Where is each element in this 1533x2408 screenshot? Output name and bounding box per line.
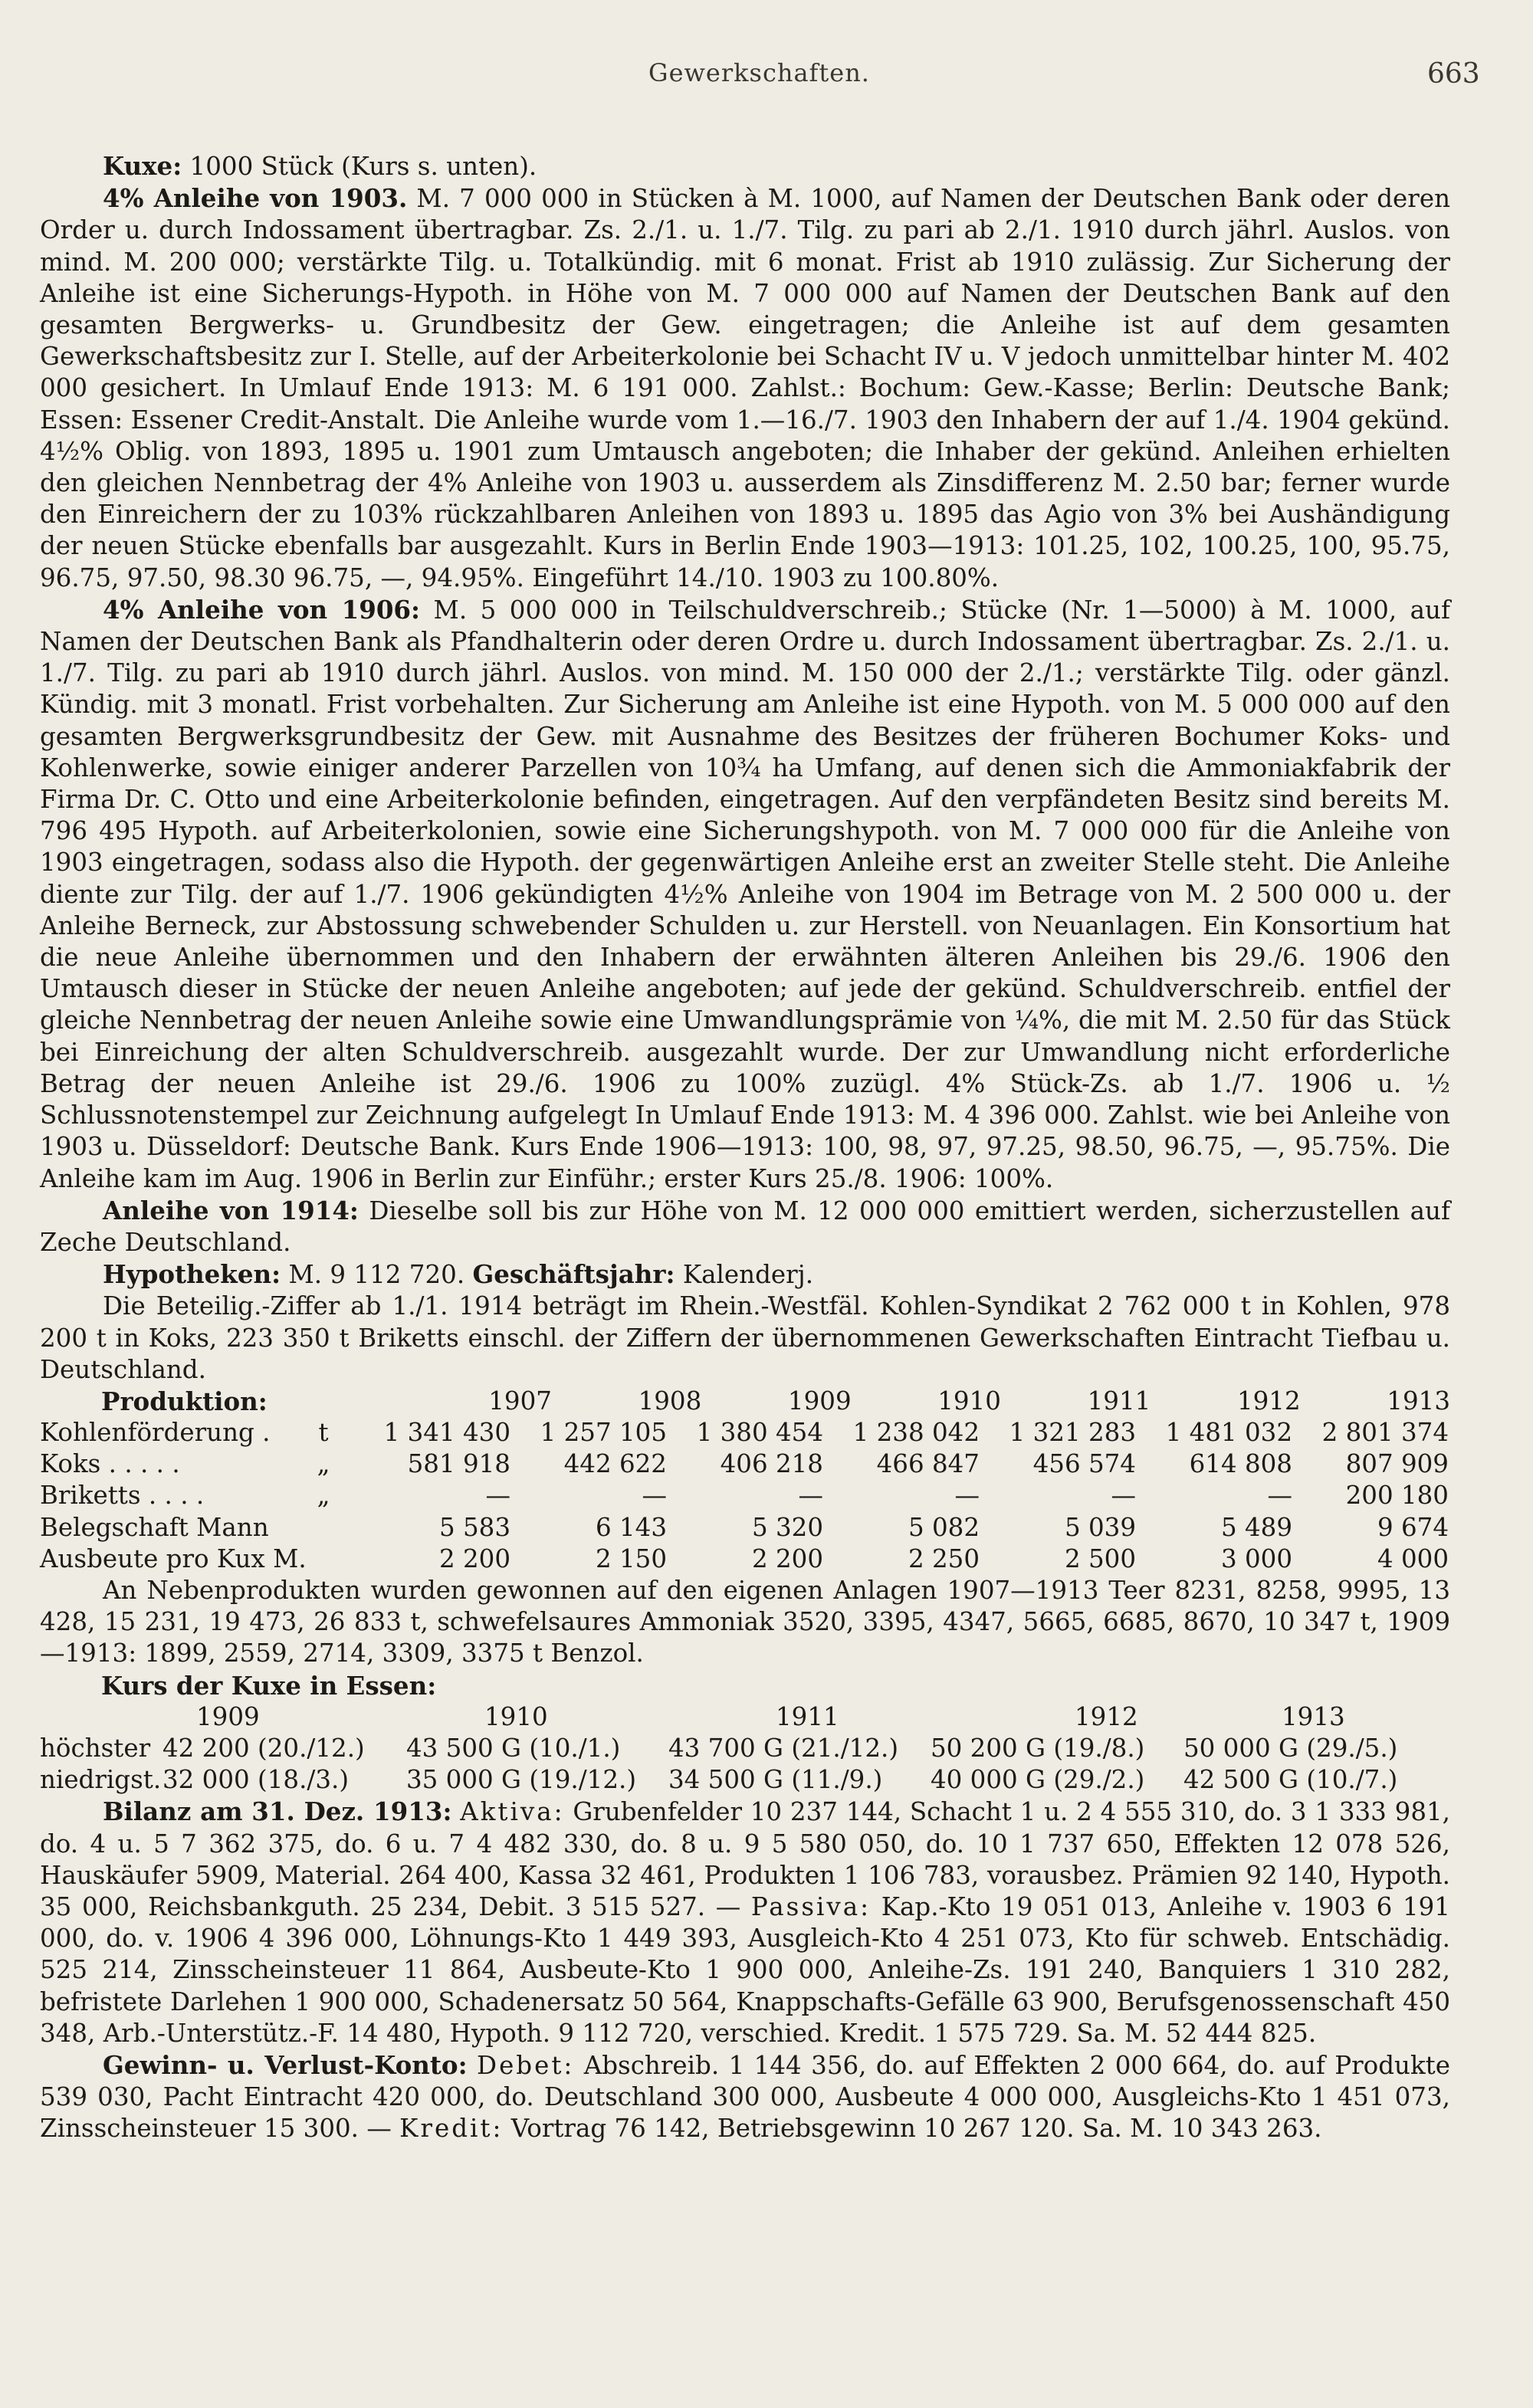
cell: 1 341 430 <box>383 1418 510 1448</box>
hypotheken-paragraph <box>40 1258 1450 1291</box>
gewinn-label: Gewinn- u. Verlust-Konto: <box>103 2050 468 2081</box>
passiva-text: Kap.-Kto 19 051 013, Anleihe v. 1903 6 191 000, do. v. 1906 4 396 000, Löhnungs-Kto 1 449 393, Ausgleich-Kto 4 251 073, Kto für schweb. Entschädig. 525 214, Zinsscheinsteuer 11 864, Ausbeute-Kto 1 900 000, Anleihe-Zs. 191 240, Banquiers 1 310 282, befristete Darlehen 1 900 000, Schadenersatz 50 564, Knappschafts-Gefälle 63 900, Berufsgenossenschaft 450 348, Arb.-Unterstütz.-F. 14 480, Hypoth. 9 112 720, verschied. Kredit. 1 575 729. Sa. M. 52 444 825. <box>40 1892 1450 2048</box>
cell: 50 200 G (19./8.) <box>931 1734 1145 1763</box>
produktion-year: 1912 <box>1236 1386 1301 1416</box>
row-unit: t <box>318 1418 329 1448</box>
cell: 34 500 G (11./9.) <box>668 1765 883 1795</box>
cell: 2 801 374 <box>1321 1418 1449 1448</box>
anleihe-1914-text: Dieselbe soll bis zur Höhe von M. 12 000 000 emittiert werden, sicherzustellen auf Zeche Deutschland. <box>40 1196 1450 1257</box>
produktion-year: 1911 <box>1087 1386 1151 1416</box>
cell: 5 039 <box>1064 1512 1136 1542</box>
cell: 2 150 <box>595 1544 667 1573</box>
cell: 9 674 <box>1377 1512 1449 1542</box>
cell: 2 500 <box>1064 1544 1136 1573</box>
geschaeftsjahr-text: Kalenderj. <box>675 1260 814 1290</box>
kurs-kuxe-year-row <box>40 1701 1450 1733</box>
produktion-label: Produktion: <box>101 1386 268 1416</box>
produktion-year: 1909 <box>787 1386 852 1416</box>
kurs-year: 1913 <box>1282 1701 1345 1731</box>
running-head: Gewerkschaften. <box>648 58 870 87</box>
kredit-label: Kredit: <box>399 2114 504 2144</box>
row-label: höchster <box>40 1734 151 1763</box>
produktion-row <box>40 1480 1450 1511</box>
anleihe-1914-label: Anleihe von 1914: <box>103 1195 359 1225</box>
cell: 40 000 G (29./2.) <box>931 1765 1145 1795</box>
kredit-text: Vortrag 76 142, Betriebsgewinn 10 267 120. Sa. M. 10 343 263. <box>503 2114 1322 2144</box>
cell: 807 909 <box>1345 1449 1449 1479</box>
anleihe-1906-label: 4% Anleihe von 1906: <box>103 594 421 625</box>
cell: 466 847 <box>876 1449 980 1479</box>
cell: 50 000 G (29./5.) <box>1183 1734 1398 1763</box>
cell: 581 918 <box>407 1449 510 1479</box>
cell: 5 320 <box>751 1512 823 1542</box>
cell: 1 380 454 <box>696 1418 823 1448</box>
produktion-table <box>40 1386 1450 1575</box>
cell: 5 489 <box>1220 1512 1292 1542</box>
cell: — <box>954 1481 980 1511</box>
gewinn-paragraph <box>40 2049 1450 2145</box>
kurs-kuxe-row <box>40 1733 1450 1764</box>
cell: 5 082 <box>908 1512 980 1542</box>
row-unit <box>293 1544 354 1575</box>
cell: 43 500 G (10./1.) <box>406 1734 621 1763</box>
hypotheken-text: M. 9 112 720. <box>281 1260 473 1290</box>
row-unit: „ <box>317 1481 330 1511</box>
cell: 442 622 <box>563 1449 667 1479</box>
kurs-kuxe-label: Kurs der Kuxe in Essen: <box>101 1670 437 1701</box>
cell: — <box>1111 1481 1136 1511</box>
cell: — <box>1267 1481 1292 1511</box>
cell: 456 574 <box>1032 1449 1136 1479</box>
row-unit <box>293 1512 354 1544</box>
cell: 43 700 G (21./12.) <box>668 1734 899 1763</box>
kuxe-label: Kuxe: <box>103 151 182 181</box>
cell: 35 000 G (19./12.) <box>406 1765 637 1795</box>
produktion-year: 1913 <box>1387 1386 1450 1416</box>
beteiligung-paragraph: Die Beteilig.-Ziffer ab 1./1. 1914 beträgt im Rhein.-Westfäl. Kohlen-Syndikat 2 762 000 t in Kohlen, 978 200 t in Koks, 223 350 t Briketts einschl. der Ziffern der übernommenen Gewerkschaften Eintracht Tiefbau u. Deutschland. <box>40 1291 1450 1384</box>
produktion-row <box>40 1448 1450 1480</box>
cell: 42 500 G (10./7.) <box>1183 1765 1398 1795</box>
bilanz-label: Bilanz am 31. Dez. 1913: <box>103 1796 452 1827</box>
kurs-kuxe-row <box>40 1764 1450 1796</box>
cell: 614 808 <box>1189 1449 1292 1479</box>
cell: 1 481 032 <box>1165 1418 1292 1448</box>
cell: 2 200 <box>438 1544 510 1573</box>
cell: 1 257 105 <box>540 1418 667 1448</box>
aktiva-text: Grubenfelder 10 237 144, Schacht 1 u. 2 4 555 310, do. 3 1 333 981, do. 4 u. 5 7 362 375, do. 6 u. 7 4 482 330, do. 8 u. 9 5 580 050, do. 10 1 737 650, Effekten 12 078 526, Hauskäufer 5909, Material. 264 400, Kassa 32 461, Produkten 1 106 783, vorausbez. Prämien 92 140, Hypoth. 35 000, Reichsbankguth. 25 234, Debit. 3 515 527. — <box>40 1797 1451 1922</box>
anleihe-1914-paragraph <box>40 1195 1450 1258</box>
nebenprodukte-paragraph: An Nebenprodukten wurden gewonnen auf den eigenen Anlagen 1907—1913 Teer 8231, 8258, 9995, 13 428, 15 231, 19 473, 26 833 t, schwefelsaures Ammoniak 3520, 3395, 4347, 5665, 6685, 8670, 10 347 t, 1909—1913: 1899, 2559, 2714, 3309, 3375 t Benzol. <box>40 1576 1450 1668</box>
kurs-year: 1909 <box>196 1701 260 1731</box>
cell: 406 218 <box>720 1449 823 1479</box>
cell: 32 000 (18./3.) <box>162 1765 350 1795</box>
cell: 42 200 (20./12.) <box>162 1734 365 1763</box>
cell: 1 238 042 <box>852 1418 980 1448</box>
anleihe-1903-label: 4% Anleihe von 1903. <box>103 183 408 214</box>
produktion-year: 1907 <box>488 1386 552 1416</box>
row-label: Briketts . . . . <box>40 1481 205 1511</box>
row-label: Ausbeute pro Kux M. <box>40 1544 307 1573</box>
cell: 6 143 <box>595 1512 667 1542</box>
row-label: Belegschaft Mann <box>40 1512 269 1542</box>
cell: 5 583 <box>438 1512 510 1542</box>
spacer <box>40 1701 162 1733</box>
cell: 4 000 <box>1377 1544 1449 1573</box>
cell: 2 200 <box>751 1544 823 1573</box>
row-unit: „ <box>317 1449 330 1479</box>
cell: 1 321 283 <box>1009 1418 1136 1448</box>
passiva-label: Passiva: <box>750 1892 872 1922</box>
row-label: Koks . . . . . <box>40 1449 180 1479</box>
aktiva-label: Aktiva: <box>460 1797 565 1827</box>
cell: 200 180 <box>1345 1481 1449 1511</box>
row-label: niedrigst. <box>40 1765 162 1795</box>
kurs-kuxe-table <box>40 1670 1450 1796</box>
article-body <box>40 150 1450 2145</box>
produktion-year: 1908 <box>638 1386 702 1416</box>
debet-text: Abschreib. 1 144 356, do. auf Effekten 2 000 664, do. auf Produkte 539 030, Pacht Eintracht 420 000, do. Deutschland 300 000, Ausbeute 4 000 000, Ausgleichs-Kto 1 451 073, Zinsscheinsteuer 15 300. — <box>40 2051 1450 2144</box>
kurs-kuxe-title-row <box>40 1670 1450 1701</box>
anleihe-1903-paragraph <box>40 182 1450 594</box>
produktion-row <box>40 1417 1450 1448</box>
hypotheken-label: Hypotheken: <box>103 1259 281 1290</box>
produktion-year: 1910 <box>937 1386 1001 1416</box>
kuxe-paragraph <box>40 150 1450 182</box>
kurs-year: 1911 <box>776 1701 839 1731</box>
page-number: 663 <box>1427 58 1480 90</box>
cell: 3 000 <box>1220 1544 1292 1573</box>
produktion-row <box>40 1544 1450 1575</box>
cell: 2 250 <box>908 1544 980 1573</box>
row-label: Kohlenförderung . <box>40 1418 271 1448</box>
geschaeftsjahr-label: Geschäftsjahr: <box>472 1259 675 1290</box>
bilanz-paragraph <box>40 1796 1450 2049</box>
cell: — <box>642 1481 667 1511</box>
kuxe-text: 1000 Stück (Kurs s. unten). <box>182 152 537 181</box>
produktion-row <box>40 1512 1450 1544</box>
debet-label: Debet: <box>477 2051 575 2081</box>
cell: — <box>485 1481 510 1511</box>
kurs-year: 1912 <box>1075 1701 1138 1731</box>
anleihe-1903-text: M. 7 000 000 in Stücken à M. 1000, auf Namen der Deutschen Bank oder deren Order u. durch Indossament übertragbar. Zs. 2./1. u. 1./7. Tilg. zu pari ab 2./1. 1910 durch jährl. Auslos. von mind. M. 200 000; verstärkte Tilg. u. Totalkündig. mit 6 monat. Frist ab 1910 zulässig. Zur Sicherung der Anleihe ist eine Sicherungs-Hypoth. in Höhe von M. 7 000 000 auf Namen der Deutschen Bank auf den gesamten Bergwerks- u. Grundbesitz der Gew. eingetragen; die Anleihe ist auf dem gesamten Gewerkschaftsbesitz zur I. Stelle, auf der Arbeiterkolonie bei Schacht IV u. V jedoch unmittelbar hinter M. 402 000 gesichert. In Umlauf Ende 1913: M. 6 191 000. Zahlst.: Bochum: Gew.-Kasse; Berlin: Deutsche Bank; Essen: Essener Credit-Anstalt. Die Anleihe wurde vom 1.—16./7. 1903 den Inhabern der auf 1./4. 1904 gekünd. 4½% Oblig. von 1893, 1895 u. 1901 zum Umtausch angeboten; die Inhaber der gekünd. Anleihen erhielten den gleichen Nennbetrag der 4% Anleihe von 1903 u. ausserdem als Zinsdifferenz M. 2.50 bar; ferner wurde den Einreichern der zu 103% rückzahlbaren Anleihen von 1893 u. 1895 das Agio von 3% bei Aushändigung der neuen Stücke ebenfalls bar ausgezahlt. Kurs in Berlin Ende 1903—1913: 101.25, 102, 100.25, 100, 95.75, 96.75, 97.50, 98.30 96.75, —, 94.95%. Eingeführt 14./10. 1903 zu 100.80%. <box>40 184 1450 592</box>
cell: — <box>798 1481 823 1511</box>
kurs-year: 1910 <box>484 1701 548 1731</box>
produktion-header-row <box>40 1386 1450 1417</box>
anleihe-1906-text: M. 5 000 000 in Teilschuldverschreib.; Stücke (Nr. 1—5000) à M. 1000, auf Namen der Deutschen Bank als Pfandhalterin oder deren Ordre u. durch Indossament übertragbar. Zs. 2./1. u. 1./7. Tilg. zu pari ab 1910 durch jährl. Auslos. von mind. M. 150 000 der 2./1.; verstärkte Tilg. oder gänzl. Kündig. mit 3 monatl. Frist vorbehalten. Zur Sicherung am Anleihe ist eine Hypoth. von M. 5 000 000 auf den gesamten Bergwerksgrundbesitz der Gew. mit Ausnahme des Besitzes der früheren Bochumer Koks- und Kohlenwerke, sowie einiger anderer Parzellen von 10¾ ha Umfang, auf denen sich die Ammoniakfabrik der Firma Dr. C. Otto und eine Arbeiterkolonie befinden, eingetragen. Auf den verpfändeten Besitz sind bereits M. 796 495 Hypoth. auf Arbeiterkolonien, sowie eine Sicherungshypoth. von M. 7 000 000 für die Anleihe von 1903 eingetragen, sodass also die Hypoth. der gegenwärtigen Anleihe erst an zweiter Stelle steht. Die Anleihe diente zur Tilg. der auf 1./7. 1906 gekündigten 4½% Anleihe von 1904 im Betrage von M. 2 500 000 u. der Anleihe Berneck, zur Abstossung schwebender Schulden u. zur Herstell. von Neuanlagen. Ein Konsortium hat die neue Anleihe übernommen und den Inhabern der erwähnten älteren Anleihen bis 29./6. 1906 den Umtausch dieser in Stücke der neuen Anleihe angeboten; auf jede der gekünd. Schuldverschreib. entfiel der gleiche Nennbetrag der neuen Anleihe sowie eine Umwandlungsprämie von ¼%, die mit M. 2.50 für das Stück bei Einreichung der alten Schuldverschreib. ausgezahlt wurde. Der zur Umwandlung nicht erforderliche Betrag der neuen Anleihe ist 29./6. 1906 zu 100% zuzügl. 4% Stück-Zs. ab 1./7. 1906 u. ½ Schlussnotenstempel zur Zeichnung aufgelegt In Umlauf Ende 1913: M. 4 396 000. Zahlst. wie bei Anleihe von 1903 u. Düsseldorf: Deutsche Bank. Kurs Ende 1906—1913: 100, 98, 97, 97.25, 98.50, 96.75, —, 95.75%. Die Anleihe kam im Aug. 1906 in Berlin zur Einführ.; erster Kurs 25./8. 1906: 100%. <box>40 595 1451 1193</box>
anleihe-1906-paragraph <box>40 594 1450 1195</box>
